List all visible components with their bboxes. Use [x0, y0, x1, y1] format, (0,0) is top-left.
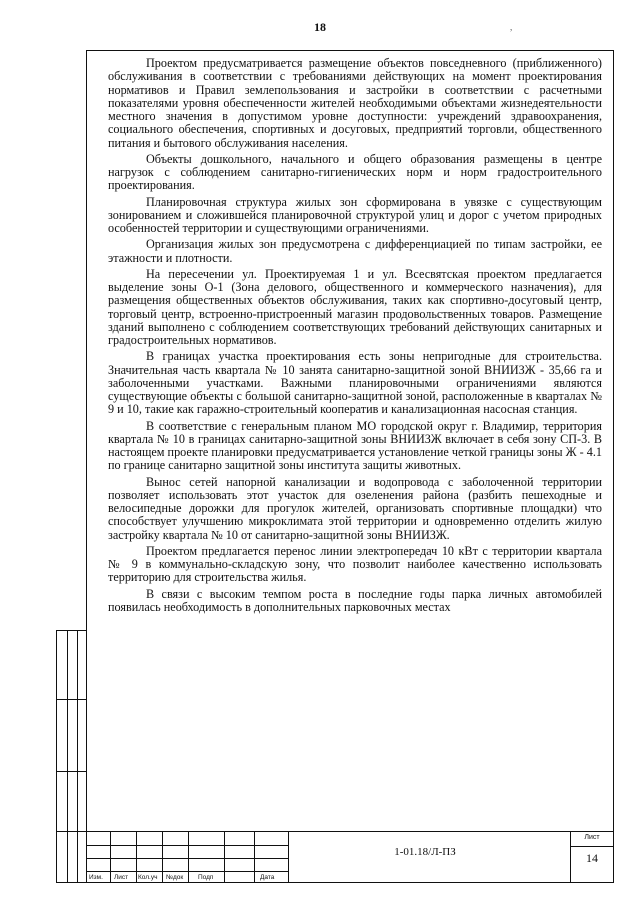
margin-mark: , [510, 22, 513, 32]
title-block-divider [86, 845, 288, 846]
side-approval-table [56, 630, 87, 883]
title-block-divider [86, 871, 288, 872]
page-number: 18 [314, 20, 326, 34]
paragraph: Планировочная структура жилых зон сформирована в увязке с существующим зонированием и сложившейся планировочной структурой улиц и дорог с учетом природных особенностей территории и существующими ограничениями. [108, 194, 602, 235]
paragraph: На пересечении ул. Проектируемая 1 и ул. Всесвятская проектом предлагается выделение зоны О-1 (Зона делового, общественного и коммерческого назначения), для размещения общественных объектов обслуживания, таких как спортивно-досуговый центр, торговый центр, встроенно-пристроенный магазин продовольственных товаров. Размещение зданий выполнено с соблюдением соответствующих требований действующих санитарных и градостроительных нормативов. [108, 266, 602, 347]
paragraph: Проектом предлагается перенос линии электропередач 10 кВт с территории квартала № 9 в коммунально-складскую зону, что позволит наиболее качественно использовать территорию для строительства жилья. [108, 543, 602, 585]
sheet-label: Лист [584, 834, 600, 841]
body-text [108, 57, 602, 617]
side-table-divider [57, 699, 86, 700]
side-table-divider [77, 631, 78, 882]
title-block-divider [288, 832, 289, 883]
col-label-list: Лист [114, 874, 129, 881]
side-table-divider [67, 631, 68, 882]
side-table-divider [57, 831, 86, 832]
paragraph: Объекты дошкольного, начального и общего образования размещены в центре нагрузок с соблюдением санитарно-гигиенических норм и норм градостроительного проектирования. [108, 151, 602, 193]
paragraph: Проектом предусматривается размещение объектов повседневного (приближенного) обслуживания в соответствии с требованиями действующих на момент проектирования нормативов и Правил землепользования и застройки в соответствии с расчетными показателями уровня обеспеченности жителей необходимыми объектами жизнедеятельности местного значения в допустимом уровне доступности: учреждений здравоохранения, социального обеспечения, спортивных и досуговых, предприятий торговли, общественного питания и бытового обслуживания населения. [108, 56, 602, 150]
sheet-number: 14 [586, 851, 598, 865]
col-label-kol-uch: Кол.уч [138, 874, 158, 881]
col-label-date: Дата [260, 874, 275, 881]
side-table-divider [57, 771, 86, 772]
paragraph: В соответствие с генеральным планом МО городской округ г. Владимир, территория квартала № 10 в границах санитарно-защитной зоны ВНИИЗЖ включает в себя зону СП-3. В настоящем проекте планировки предусматривается установление четкой границы зоны Ж - 4.1 по границе санитарно защитной зоны института защиты животных. [108, 418, 602, 473]
paragraph: Организация жилых зон предусмотрена с дифференциацией по типам застройки, ее этажности и плотности. [108, 237, 602, 265]
paragraph: В границах участка проектирования есть зоны непригодные для строительства. Значительная часть квартала № 10 занята санитарно-защитной зоной ВНИИЗЖ - 35,66 га и заболоченными участками. Важными планировочными ограничениями являются существующие объекты с большой санитарно-защитной зоной, расположенные в кварталах № 9 и 10, такие как гаражно-строительный кооператив и канализационная насосная станция. [108, 349, 602, 417]
title-block-divider [570, 846, 614, 847]
col-label-izm: Изм. [89, 874, 103, 881]
col-label-doc: №док [166, 874, 184, 881]
paragraph: Вынос сетей напорной канализации и водопровода с заболоченной территории позволяет использовать этот участок для озеленения района (разбить пешеходные и велосипедные дорожки для прогулок жителей, организовать спортивные площадки) что способствует улучшению микроклимата этой территории и одновременно отделить жилую застройку квартала № 10 от санитарно-защитной зоны ВНИИЗЖ. [108, 474, 602, 542]
col-label-signature: Подп [198, 874, 214, 881]
document-code: 1-01.18/Л-ПЗ [394, 846, 456, 858]
paragraph: В связи с высоким темпом роста в последние годы парка личных автомобилей появилась необходимость в дополнительных парковочных местах [108, 586, 602, 614]
title-block-divider [86, 858, 288, 859]
